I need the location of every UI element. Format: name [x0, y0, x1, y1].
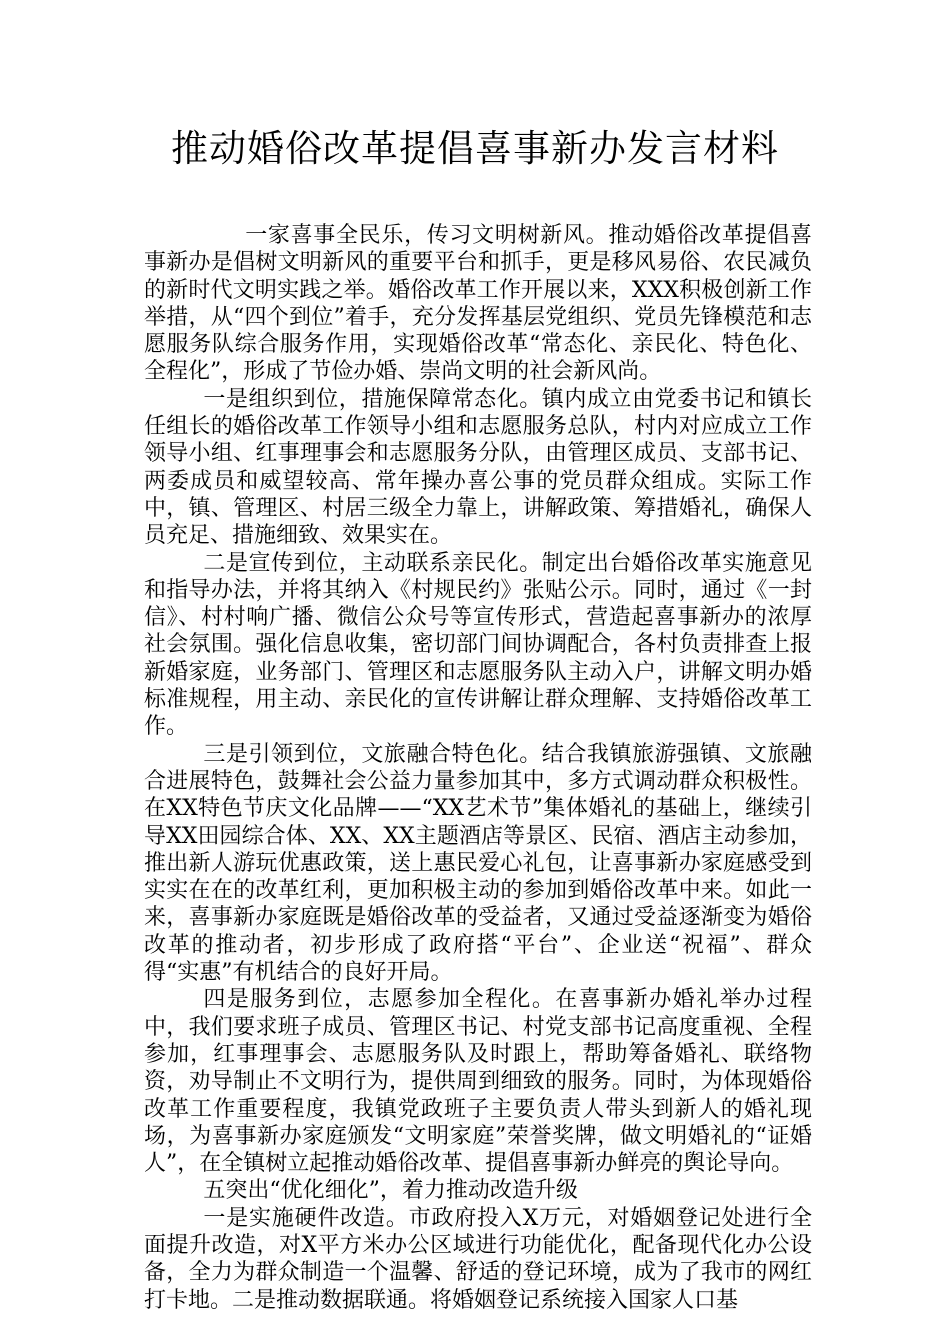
document-title: 推动婚俗改革提倡喜事新办发言材料	[171, 127, 779, 170]
section-heading: 五突出“优化细化”，着力推动改造升级	[203, 1178, 578, 1204]
paragraph-upgrade: 一是实施硬件改造。市政府投入X万元，对婚姻登记处进行全面提升改造，对X平方米办公区域进行功能优化，配备现代化办公设备，全力为群众制造一个温馨、舒适的登记环境，成为了我市的网红打卡地。二是推动数据联通。将婚姻登记系统接入国家人口基	[144, 1205, 812, 1313]
paragraph-organization: 一是组织到位，措施保障常态化。镇内成立由党委书记和镇长任组长的婚俗改革工作领导小组和志愿服务总队，村内对应成立工作领导小组、红事理事会和志愿服务分队，由管理区成员、支部书记、两委成员和威望较高、常年操办喜公事的党员群众组成。实际工作中，镇、管理区、村居三级全力靠上，讲解政策、筹措婚礼，确保人员充足、措施细致、效果实在。	[144, 386, 812, 549]
paragraph-intro: 一家喜事全民乐，传习文明树新风。推动婚俗改革提倡喜事新办是倡树文明新风的重要平台和抓手，更是移风易俗、农民减负的新时代文明实践之举。婚俗改革工作开展以来，XXX积极创新工作举措，从“四个到位”着手，充分发挥基层党组织、党员先锋模范和志愿服务队综合服务作用，实现婚俗改革“常态化、亲民化、特色化、全程化”，形成了节俭办婚、崇尚文明的社会新风尚。	[144, 223, 812, 385]
document-body	[144, 222, 812, 1314]
paragraph-service: 四是服务到位，志愿参加全程化。在喜事新办婚礼举办过程中，我们要求班子成员、管理区书记、村党支部书记高度重视、全程参加，红事理事会、志愿服务队及时跟上，帮助筹备婚礼、联络物资，劝导制止不文明行为，提供周到细致的服务。同时，为体现婚俗改革工作重要程度，我镇党政班子主要负责人带头到新人的婚礼现场，为喜事新办家庭颁发“文明家庭”荣誉奖牌，做文明婚礼的“证婚人”，在全镇树立起推动婚俗改革、提倡喜事新办鲜亮的舆论导向。	[144, 987, 812, 1177]
paragraph-publicity: 二是宣传到位，主动联系亲民化。制定出台婚俗改革实施意见和指导办法，并将其纳入《村规民约》张贴公示。同时，通过《一封信》、村村响广播、微信公众号等宣传形式，营造起喜事新办的浓厚社会氛围。强化信息收集，密切部门间协调配合，各村负责排查上报新婚家庭，业务部门、管理区和志愿服务队主动入户，讲解文明办婚标准规程，用主动、亲民化的宣传讲解让群众理解、支持婚俗改革工作。	[144, 550, 812, 740]
paragraph-guidance: 三是引领到位，文旅融合特色化。结合我镇旅游强镇、文旅融合进展特色，鼓舞社会公益力量参加其中，多方式调动群众积极性。在XX特色节庆文化品牌——“XX艺术节”集体婚礼的基础上，继续引导XX田园综合体、XX、XX主题酒店等景区、民宿、酒店主动参加，推出新人游玩优惠政策，送上惠民爱心礼包，让喜事新办家庭感受到实实在在的改革红利，更加积极主动的参加到婚俗改革中来。如此一来，喜事新办家庭既是婚俗改革的受益者，又通过受益逐渐变为婚俗改革的推动者，初步形成了政府搭“平台”、企业送“祝福”、群众得“实惠”有机结合的良好开局。	[144, 741, 812, 986]
